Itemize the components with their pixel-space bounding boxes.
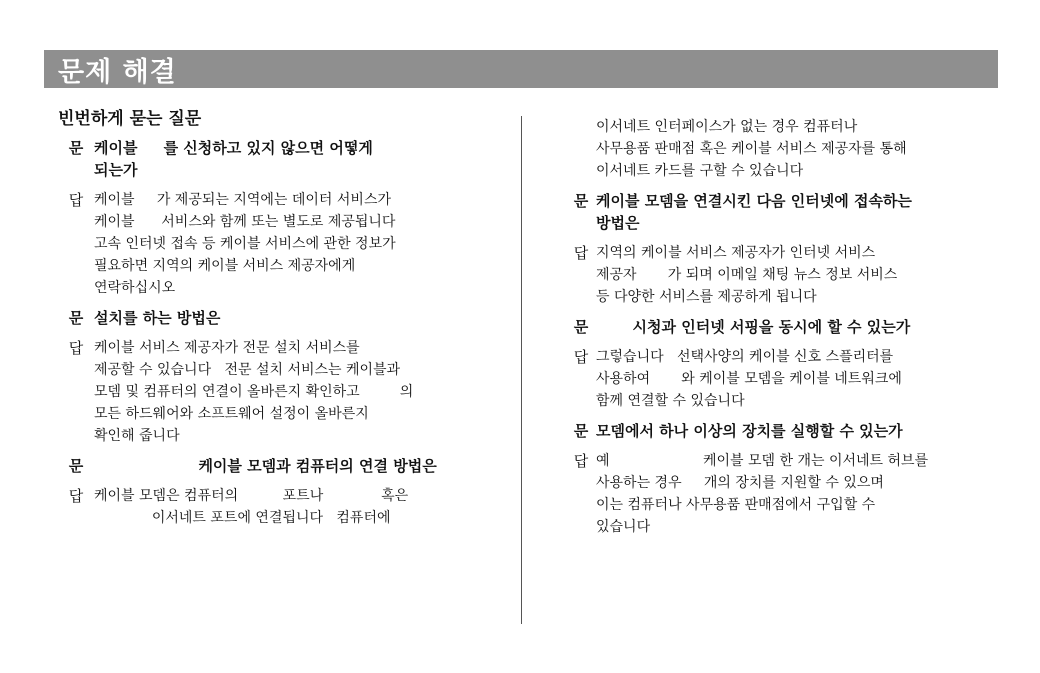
text-line: 확인해 줍니다 [94, 428, 180, 444]
question-text [596, 316, 910, 338]
question-text [596, 420, 903, 442]
text-line: 사무용품 판매점 혹은 케이블 서비스 제공자를 통해 [596, 141, 907, 157]
text-line: 제공자 가 되며 이메일 채팅 뉴스 정보 서비스 [596, 267, 898, 283]
text-line: 필요하면 지역의 케이블 서비스 제공자에게 [94, 258, 356, 274]
answer-row [566, 346, 996, 420]
text-line: 모뎀에서 하나 이상의 장치를 실행할 수 있는가 [596, 422, 903, 440]
text-line: 사용하여 와 케이블 모뎀을 케이블 네트워크에 [596, 371, 902, 387]
question-marker: 문 [573, 422, 589, 440]
text-line: 이는 컴퓨터나 사무용품 판매점에서 구입할 수 [596, 497, 876, 513]
text-line: 케이블 를 신청하고 있지 않으면 어떻게 [94, 139, 373, 157]
left-column [58, 107, 510, 537]
right-column [566, 116, 996, 546]
question-text [596, 190, 912, 234]
text-line: 설치를 하는 방법은 [94, 309, 221, 327]
answer-marker: 답 [68, 191, 84, 209]
answer-row [566, 242, 996, 316]
text-line: 되는가 [94, 161, 138, 179]
text-line: 예 케이블 모뎀 한 개는 이서네트 허브를 [596, 453, 929, 469]
faq-list-left [58, 137, 510, 537]
text-line: 케이블 모뎀을 연결시킨 다음 인터넷에 접속하는 [596, 192, 912, 210]
page-header-banner [44, 50, 998, 88]
answer-marker: 답 [68, 339, 84, 357]
answer-marker: 답 [573, 244, 589, 262]
question-row [566, 190, 996, 242]
answer-marker: 답 [68, 487, 84, 505]
text-line: 방법은 [596, 214, 640, 232]
answer-text [94, 337, 413, 447]
question-marker: 문 [68, 309, 84, 327]
text-line: 연락하십시오 [94, 280, 176, 296]
text-line: 케이블 모뎀은 컴퓨터의 포트나 혹은 [94, 488, 409, 504]
text-line: 이서네트 포트에 연결됩니다 컴퓨터에 [94, 510, 391, 526]
question-marker: 문 [573, 318, 589, 336]
question-marker: 문 [68, 139, 84, 157]
question-row [58, 455, 510, 485]
answer-row [58, 485, 510, 537]
text-line: 등 다양한 서비스를 제공하게 됩니다 [596, 289, 817, 305]
text-line: 지역의 케이블 서비스 제공자가 인터넷 서비스 [596, 245, 876, 261]
question-text [94, 455, 437, 477]
text-line: 고속 인터넷 접속 등 케이블 서비스에 관한 정보가 [94, 236, 396, 252]
answer-row [58, 189, 510, 307]
answer-text [596, 346, 902, 412]
text-line: 제공할 수 있습니다 전문 설치 서비스는 케이블과 [94, 362, 401, 378]
faq-list-right [566, 190, 996, 546]
question-row [58, 307, 510, 337]
text-line: 함께 연결할 수 있습니다 [596, 393, 745, 409]
text-line: 이서네트 카드를 구할 수 있습니다 [596, 163, 804, 179]
question-text [94, 307, 220, 329]
text-line: 케이블 가 제공되는 지역에는 데이터 서비스가 [94, 192, 392, 208]
question-row [566, 316, 996, 346]
question-row [58, 137, 510, 189]
text-line: 케이블 서비스와 함께 또는 별도로 제공됩니다 [94, 214, 396, 230]
text-line: 시청과 인터넷 서핑을 동시에 할 수 있는가 [596, 318, 911, 336]
question-row [566, 420, 996, 450]
text-line: 있습니다 [596, 519, 651, 535]
answer-row [566, 450, 996, 546]
text-line: 케이블 모뎀과 컴퓨터의 연결 방법은 [94, 457, 437, 475]
text-line: 모든 하드웨어와 소프트웨어 설정이 올바른지 [94, 406, 369, 422]
text-line: 이서네트 인터페이스가 없는 경우 컴퓨터나 [596, 119, 858, 135]
continued-answer [566, 116, 996, 182]
answer-text [94, 189, 396, 299]
answer-marker: 답 [573, 452, 589, 470]
answer-row [58, 337, 510, 455]
section-title: 빈번하게 묻는 질문 [58, 109, 202, 129]
text-line: 케이블 서비스 제공자가 전문 설치 서비스를 [94, 340, 360, 356]
column-divider [521, 116, 522, 624]
question-marker: 문 [68, 457, 84, 475]
text-line: 그렇습니다 선택사양의 케이블 신호 스플리터를 [596, 349, 894, 365]
text-line: 모뎀 및 컴퓨터의 연결이 올바른지 확인하고 의 [94, 384, 414, 400]
page-title: 문제 해결 [58, 56, 177, 88]
question-text [94, 137, 373, 181]
question-marker: 문 [573, 192, 589, 210]
answer-marker: 답 [573, 348, 589, 366]
answer-text [596, 242, 897, 308]
answer-text [596, 450, 928, 538]
text-line: 사용하는 경우 개의 장치를 지원할 수 있으며 [596, 475, 884, 491]
answer-text [94, 485, 408, 529]
